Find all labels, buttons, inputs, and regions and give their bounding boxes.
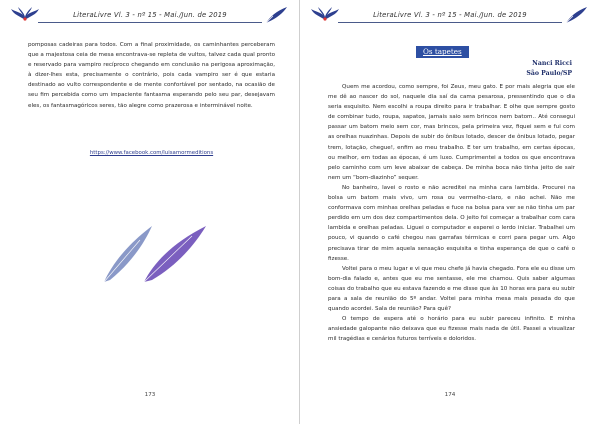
header-rule <box>338 22 562 23</box>
feathers-illustration <box>100 222 210 284</box>
paragraph: O tempo de espera até o horário para eu subir pareceu infinito. E minha ansiedade galopante não deixava que eu fizesse mais nada de útil. Passei a visualizar mil tragédias e cenários futuros terríveis e doloridos. <box>328 316 575 343</box>
feather-purple <box>144 226 206 282</box>
quill-icon <box>260 6 290 24</box>
right-body-text <box>328 82 575 344</box>
article-title: Os tapetes <box>416 46 469 58</box>
left-page-header <box>10 6 290 26</box>
paragraph: Quem me acordou, como sempre, foi Zeus, meu gato. E por mais alegria que ele me dê ao nascer do sol, naquele dia saí da cama pesarosa, pressentindo que o dia seria esquisito. Nem escolhi a roupa direito para ir trabalhar. E olhe que sempre gosto de combinar tudo, roupa, sapatos, jamais saio sem brincos nem batom.. Até consegui passar um batom meio sem cor, mas brincos, pela primeira vez, fiquei sem e fui com as orelhas nuazinhas. Depois de subir do ônibus lotado, descer de ônibus lotado, pegar trem, lotação, chegue!, enfim ao meu trabalho. E ter um trabalho, em certas épocas, ou melhor, em todas as épocas, é um luxo. Cumprimentei a todos os que encontrava pelo caminho com um leve abaixar de cabeça. De minha boca não tinha jeito de sair nem um “bom-diazinho” sequer. <box>328 84 575 181</box>
winged-emblem-icon <box>310 6 340 24</box>
author-name: Nanci Ricci <box>532 60 572 67</box>
paragraph: No banheiro, lavei o rosto e não acreditei na minha cara lambida. Procurei na bolsa um batom mais vivo, um rosa ou vermelho-claro, e não achei. Não me conformava com minhas orelhas peladas e fuce na bolsa para ver se não tinha um par perdido em um dos dez compartimentos dela. O jeito foi começar a trabalhar com cara lambida e orelhas peladas. Liguei o computador e esperei o lerdo iniciar. Trabalhei um pouco, vi quando o café chegou nas garrafas térmicas e corri para pegar um. Algo precisava tirar de mim aquela sensação esquisita e tinha esperança de que o café o fizesse. <box>328 184 575 262</box>
right-page-header <box>310 6 590 26</box>
right-header-text: LiteraLivre Vl. 3 - nº 15 - Mai./Jun. de 2019 <box>373 11 527 19</box>
author-block <box>526 59 572 79</box>
page-number: 174 <box>444 392 456 398</box>
winged-emblem-icon <box>10 6 40 24</box>
left-body-text <box>28 40 275 111</box>
right-page <box>300 0 600 424</box>
paragraph: Voltei para o meu lugar e vi que meu chefe já havia chegado. Fora ele eu disse um bom-dia falado e, antes que eu me sentasse, ele me chamou. Quis saber algumas coisas do trabalho que eu estava fazendo e me disse que às 10 horas era para eu subir para a sala de reunião do 5º andar. Voltei para minha mesa mais pesada do que quando acordei. Sala de reunião? Para quê? <box>328 265 575 313</box>
header-rule <box>38 22 262 23</box>
author-location: São Paulo/SP <box>526 70 572 77</box>
quill-icon <box>560 6 590 24</box>
left-header-text: LiteraLivre Vl. 3 - nº 15 - Mai./Jun. de 2019 <box>73 11 227 19</box>
page-number: 173 <box>144 392 156 398</box>
facebook-link[interactable]: https://www.facebook.com/luisamormeditions <box>89 150 214 156</box>
paragraph: pomposas cadeiras para todos. Com a final proximidade, os caminhantes perceberam que a majestosa ceia de mesa encontrava-se repleta de vultos, talvez cada qual pronto e reservado para vampiro recíproco chegando em conclusão na perigosa aproximação, à dizer-lhes esta, precisamente o contrário, pois cada vampiro ser é que estaria destinado ao vulto correspondente e de mente confortável por sentado, na ocasião de seu fim percebida como um impaciente fantasma esperando pelo seu par, desejavam eles, os fantasmagóricos seres, tão alegre como prazerosa e interminável noite. <box>28 42 275 109</box>
